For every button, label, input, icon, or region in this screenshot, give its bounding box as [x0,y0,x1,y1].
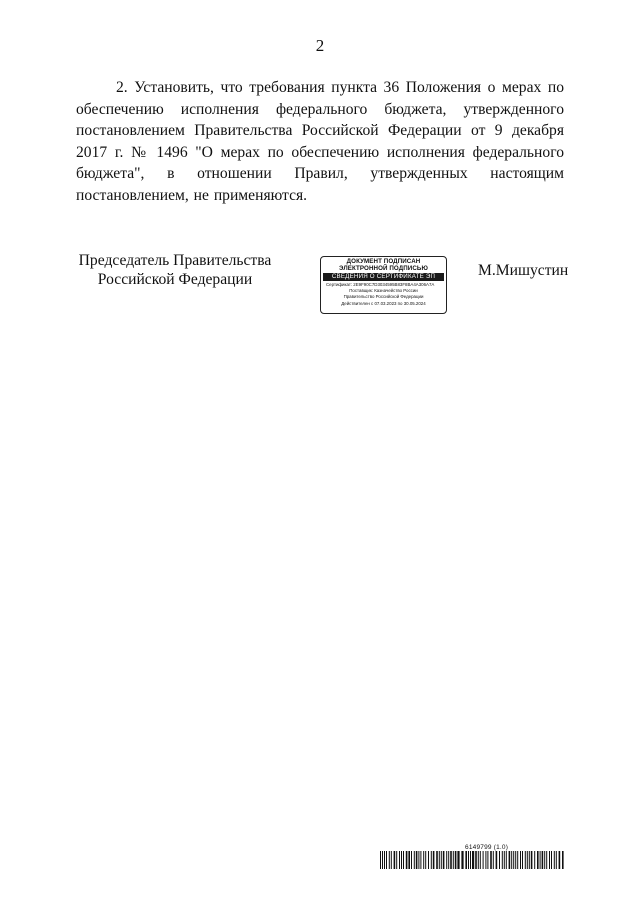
stamp-issuer-line2: Правительство Российской Федерации [343,294,424,300]
barcode [380,851,565,869]
stamp-certificate-bar: СВЕДЕНИЯ О СЕРТИФИКАТЕ ЭП [323,273,444,281]
stamp-certificate-serial: Сертификат: 2E9F90C7D3034595B83F8BA4A306A7A [326,282,435,287]
stamp-issuer-line1: Поставщик: Казначейство России [349,288,418,294]
decree-paragraph: 2. Установить, что требования пункта 36 Положения о мерах по обеспечению исполнения федерального бюджета, утвержденного постановлением Правительства Российской Федерации от 9 декабря 2017 г. № 1496 "О мерах по обеспечению исполнения федерального бюджета", в отношении Правил, утвержденных настоящим постановлением, не применяются. [76,79,564,204]
stamp-title-line2: ЭЛЕКТРОННОЙ ПОДПИСЬЮ [339,265,428,273]
signer-name: М.Мишустин [478,262,569,279]
signatory-title-line1: Председатель Правительства [78,252,272,269]
signatory-title-line2: Российской Федерации [97,271,253,288]
signatory-title [70,251,280,289]
stamp-title-line1: ДОКУМЕНТ ПОДПИСАН [346,258,421,265]
electronic-signature-stamp [320,256,447,314]
stamp-validity: Действителен с 07.03.2023 по 30.05.2024 [341,300,426,306]
page-number: 2 [315,36,325,55]
barcode-caption: 6149799 (1.0) [465,844,509,851]
